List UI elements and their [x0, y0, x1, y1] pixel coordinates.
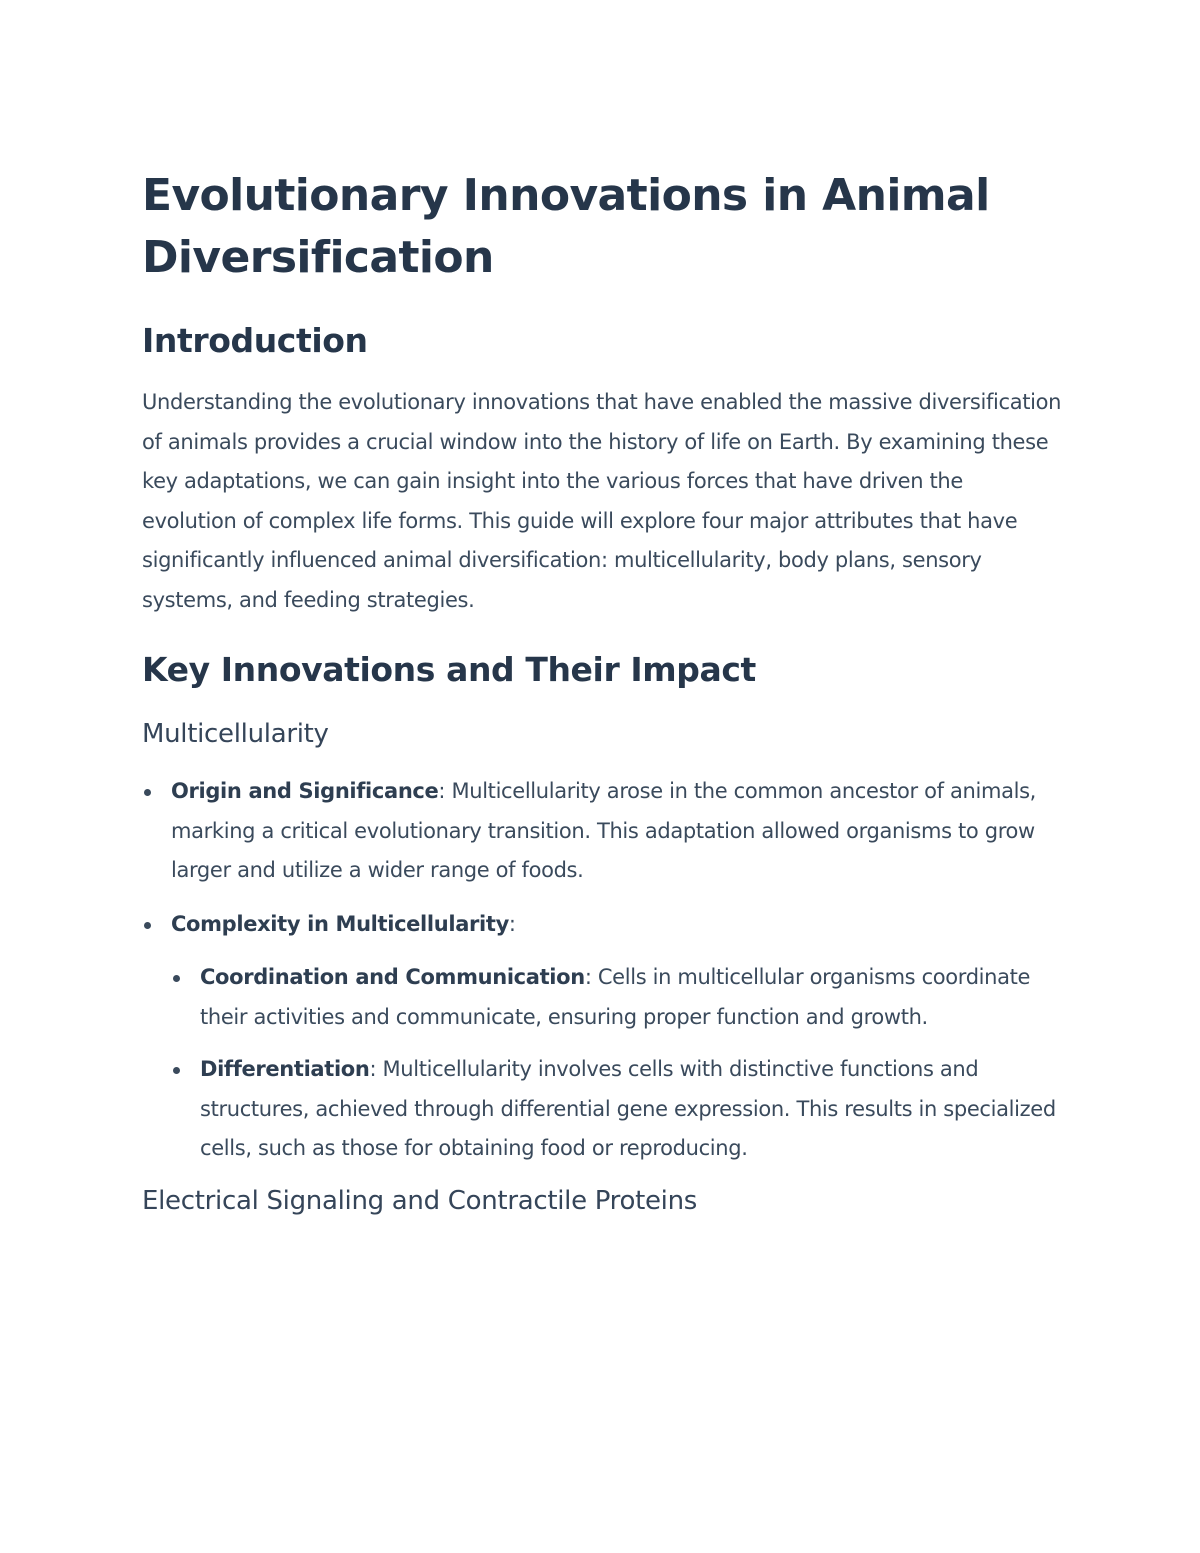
sublist-item-term: Coordination and Communication: [200, 965, 585, 989]
sublist-item-term: Differentiation: [200, 1057, 370, 1081]
sublist-item-differentiation: [171, 1050, 1062, 1169]
sublist-item-text: : Multicellularity involves cells with distinctive functions and structures, achieved through differential gene expression. This results in specialized cells, such as those for obtaining food or reproducing.: [200, 1057, 1056, 1160]
introduction-paragraph: Understanding the evolutionary innovations that have enabled the massive diversification of animals provides a crucial window into the history of life on Earth. By examining these key adaptations, we can gain insight into the various forces that have driven the evolution of complex life forms. This guide will explore four major attributes that have significantly influenced animal diversification: multicellularity, body plans, sensory systems, and feeding strategies.: [142, 390, 1062, 612]
document-page: [142, 165, 1062, 1219]
bullet-icon: [173, 975, 180, 982]
multicellularity-heading: Multicellularity: [142, 719, 329, 749]
bullet-icon: [144, 922, 151, 929]
bullet-icon: [173, 1067, 180, 1074]
introduction-heading: Introduction: [142, 321, 368, 360]
sublist-item-coordination: [171, 958, 1062, 1037]
list-item-complexity: [142, 905, 1062, 1169]
bullet-icon: [144, 789, 151, 796]
list-item-text: : Multicellularity arose in the common ancestor of animals, marking a critical evolutionary transition. This adaptation allowed organisms to grow larger and utilize a wider range of foods.: [171, 779, 1037, 882]
electrical-signaling-heading: Electrical Signaling and Contractile Proteins: [142, 1185, 698, 1216]
list-item-origin: [142, 772, 1062, 891]
complexity-sublist: [171, 958, 1062, 1169]
list-item-text: :: [508, 911, 516, 936]
list-item-term: Origin and Significance: [171, 779, 439, 803]
key-innovations-heading: Key Innovations and Their Impact: [142, 650, 756, 689]
document-title: Evolutionary Innovations in Animal Diversification: [142, 170, 990, 283]
multicellularity-list: [142, 772, 1062, 1169]
sublist-item-text: : Cells in multicellular organisms coordinate their activities and communicate, ensuring proper function and growth.: [200, 965, 1031, 1029]
list-item-term: Complexity in Multicellularity: [171, 911, 509, 936]
